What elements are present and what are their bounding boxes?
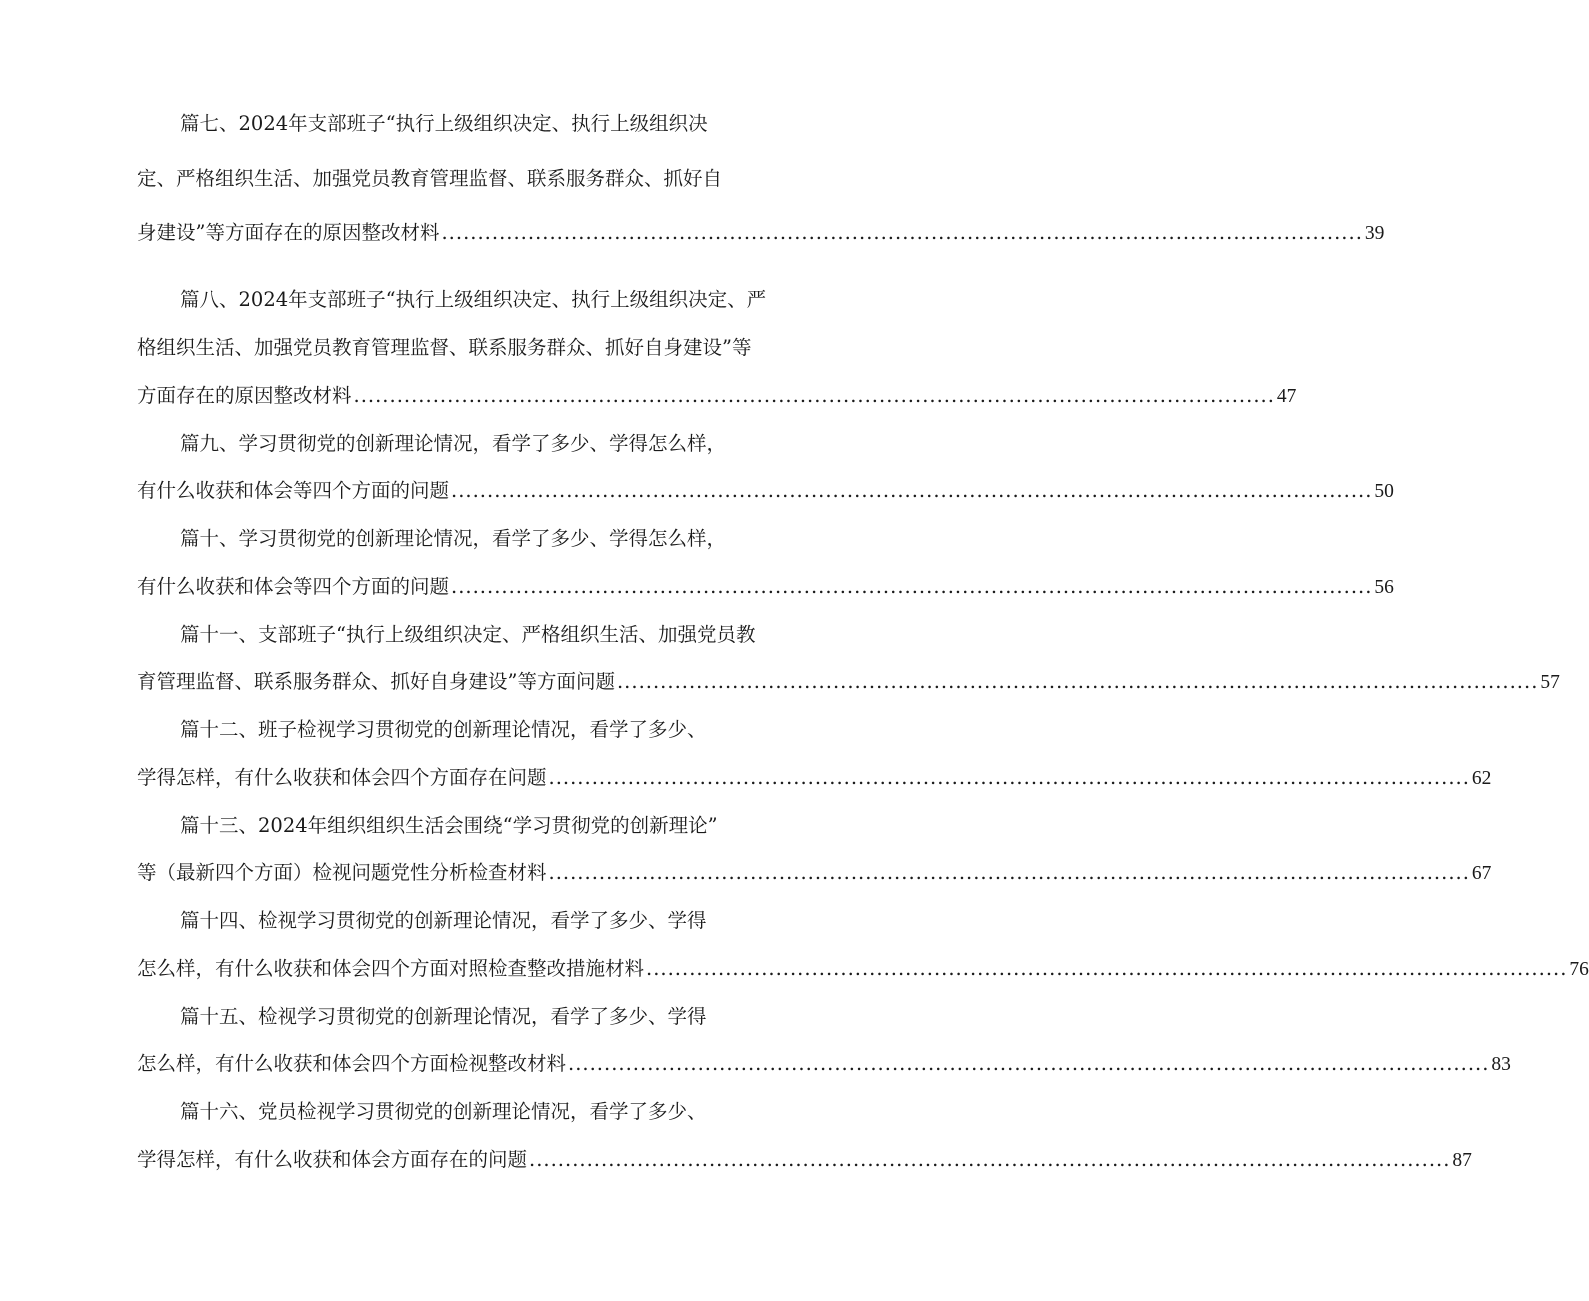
- dot-leader: ................................................................................................................................: [548, 766, 1470, 789]
- toc-entry-last-line: [137, 379, 1297, 413]
- toc-entry-last-line: [137, 856, 1492, 890]
- toc-entry-last-line: [137, 665, 1560, 699]
- dot-leader: ................................................................................................................................: [353, 384, 1275, 407]
- dot-leader: ................................................................................................................................: [451, 575, 1373, 598]
- toc-entry-line: 等（最新四个方面）检视问题党性分析检查材料: [137, 861, 547, 884]
- page-number: 56: [1374, 577, 1394, 598]
- toc-entry-line: 篇七、2024年支部班子“执行上级组织决定、执行上级组织决: [180, 112, 708, 135]
- toc-entry-line: 怎么样，有什么收获和体会四个方面检视整改材料: [137, 1052, 567, 1075]
- page-number: 39: [1364, 223, 1385, 244]
- toc-entry-last-line: [137, 1143, 1472, 1177]
- dot-leader: ................................................................................................................................: [616, 670, 1539, 693]
- toc-entry-line: 篇十一、支部班子“执行上级组织决定、严格组织生活、加强党员教: [180, 623, 756, 646]
- toc-entry-line: 篇八、2024年支部班子“执行上级组织决定、执行上级组织决定、严: [180, 288, 767, 311]
- toc-entry-line: 定、严格组织生活、加强党员教育管理监督、联系服务群众、抓好自: [137, 167, 723, 190]
- toc-entry-last-line: [137, 1047, 1511, 1081]
- toc-entry-line: 有什么收获和体会等四个方面的问题: [137, 479, 450, 502]
- toc-entry-line: 篇十二、班子检视学习贯彻党的创新理论情况，看学了多少、: [180, 718, 707, 741]
- toc-entry-line: 格组织生活、加强党员教育管理监督、联系服务群众、抓好自身建设”等: [137, 336, 752, 359]
- toc-entry-line: 育管理监督、联系服务群众、抓好自身建设”等方面问题: [137, 670, 615, 693]
- toc-entry-line: 身建设”等方面存在的原因整改材料: [137, 221, 440, 244]
- toc-entry-line: 篇十三、2024年组织组织生活会围绕“学习贯彻党的创新理论”: [180, 814, 718, 837]
- toc-entry-line: 学得怎样，有什么收获和体会四个方面存在问题: [137, 766, 547, 789]
- page-number: 62: [1471, 768, 1492, 789]
- page-number: 76: [1569, 959, 1589, 980]
- dot-leader: ................................................................................................................................: [529, 1148, 1451, 1171]
- page-number: 57: [1540, 672, 1560, 693]
- page-number: 67: [1471, 863, 1492, 884]
- toc-entry-last-line: [137, 952, 1589, 986]
- toc-entry-last-line: [137, 216, 1385, 250]
- toc-entry-line: 篇十、学习贯彻党的创新理论情况，看学了多少、学得怎么样，: [180, 527, 727, 550]
- dot-leader: ................................................................................................................................: [451, 479, 1373, 502]
- toc-entry-line: 学得怎样，有什么收获和体会方面存在的问题: [137, 1148, 528, 1171]
- toc-entry-line: 篇十六、党员检视学习贯彻党的创新理论情况，看学了多少、: [180, 1100, 707, 1123]
- toc-entry-line: 篇十五、检视学习贯彻党的创新理论情况，看学了多少、学得: [180, 1005, 707, 1028]
- page-number: 50: [1374, 481, 1394, 502]
- dot-leader: ................................................................................................................................: [548, 861, 1470, 884]
- dot-leader: ................................................................................................................................: [646, 957, 1568, 980]
- toc-entry-line: 篇九、学习贯彻党的创新理论情况，看学了多少、学得怎么样，: [180, 432, 727, 455]
- toc-entry-line: 有什么收获和体会等四个方面的问题: [137, 575, 450, 598]
- toc-entry-last-line: [137, 474, 1394, 508]
- toc-entry-line: 篇十四、检视学习贯彻党的创新理论情况，看学了多少、学得: [180, 909, 707, 932]
- toc-entry-line: 怎么样，有什么收获和体会四个方面对照检查整改措施材料: [137, 957, 645, 980]
- toc-entry-line: 方面存在的原因整改材料: [137, 384, 352, 407]
- toc-entry-last-line: [137, 570, 1394, 604]
- dot-leader: ................................................................................................................................: [568, 1052, 1490, 1075]
- dot-leader: ................................................................................................................................: [441, 221, 1363, 244]
- toc-entry-last-line: [137, 761, 1492, 795]
- page-number: 87: [1452, 1150, 1472, 1171]
- page-number: 47: [1276, 386, 1297, 407]
- page-number: 83: [1491, 1054, 1511, 1075]
